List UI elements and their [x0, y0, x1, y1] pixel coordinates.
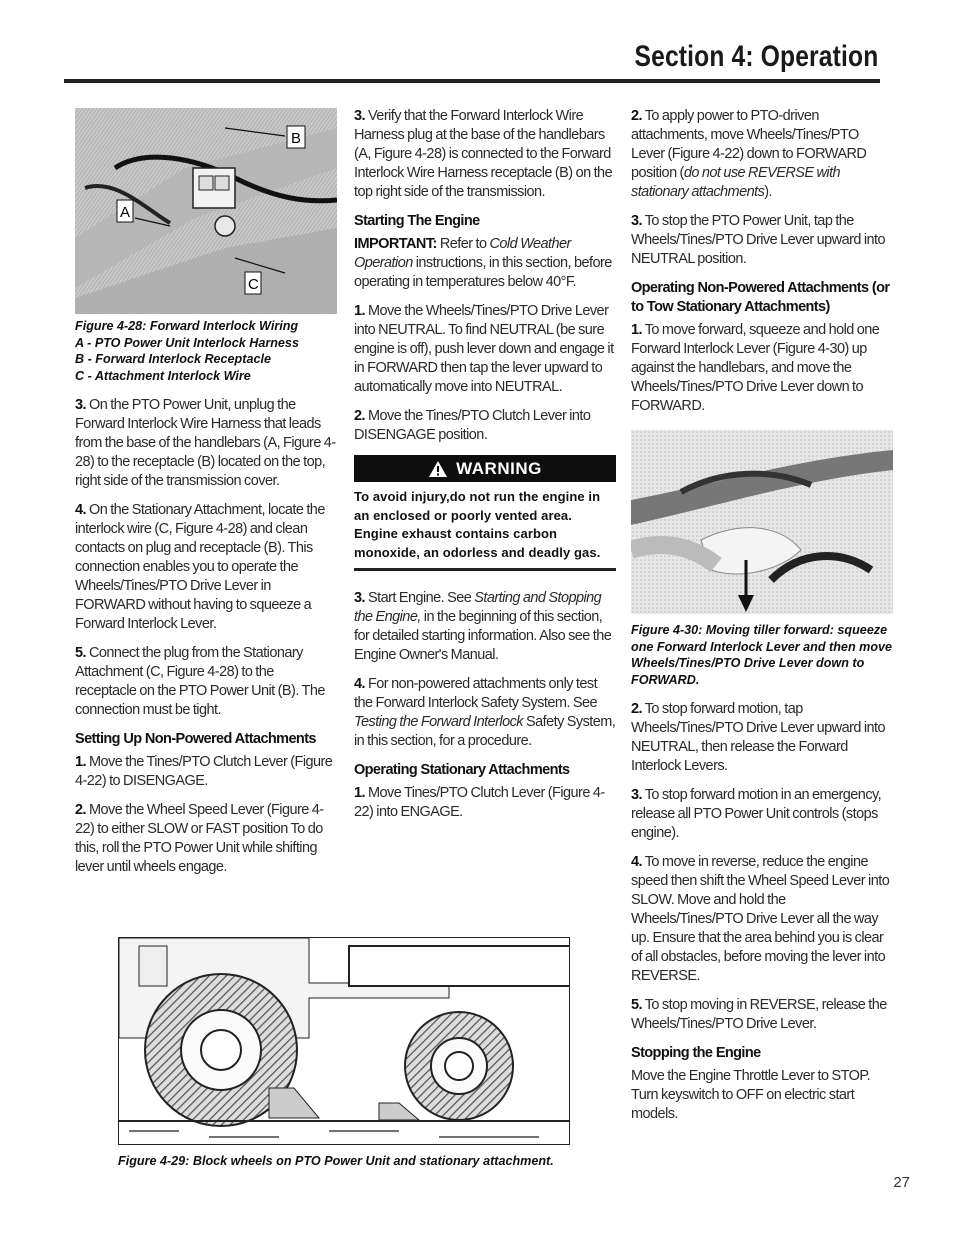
column-3: [631, 107, 893, 1134]
figure-4-30-image: [631, 430, 893, 614]
caption-line: Figure 4-28: Forward Interlock Wiring: [75, 319, 299, 333]
step-paragraph: 5. Connect the plug from the Stationary Attachment (C, Figure 4-28) to the receptacle on the PTO Power Unit (B). The connection must be tight.: [75, 645, 325, 718]
figure-4-29-image: [118, 937, 570, 1145]
step-paragraph: 4. To move in reverse, reduce the engine speed then shift the Wheel Speed Lever into SLOW. Move and hold the Wheels/Tines/PTO Drive Lever all the way up. Ensure that the area behind you is clear of all obstacles, before moving the lever into REVERSE.: [631, 854, 890, 984]
figure-label-a: A: [120, 204, 131, 221]
figure-4-28-caption: [75, 318, 337, 384]
caption-line: B - Forward Interlock Receptacle: [75, 352, 271, 366]
step-paragraph: 3. To stop the PTO Power Unit, tap the Wheels/Tines/PTO Drive Lever upward into NEUTRAL position.: [631, 213, 886, 267]
figure-4-30-caption: Figure 4-30: Moving tiller forward: squeeze one Forward Interlock Lever and then move Wheels/Tines/PTO Drive Lever down to FORWARD.: [631, 623, 893, 687]
step-paragraph: 3. Start Engine. See Starting and Stopping the Engine, in the beginning of this section, for detailed starting information. Also see the Engine Owner's Manual.: [354, 590, 612, 663]
step-paragraph: 1. Move Tines/PTO Clutch Lever (Figure 4-22) into ENGAGE.: [354, 785, 605, 820]
warning-banner: [354, 455, 616, 482]
warning-text: To avoid injury,do not run the engine in an enclosed or poorly vented area. Engine exhaust contains carbon monoxide, an odorless and deadly gas.: [354, 488, 616, 571]
step-paragraph: 2. Move the Tines/PTO Clutch Lever into DISENGAGE position.: [354, 408, 591, 443]
figure-4-29-caption: Figure 4-29: Block wheels on PTO Power Unit and stationary attachment.: [118, 1154, 554, 1168]
figure-label-b: B: [291, 130, 302, 147]
step-paragraph: 1. To move forward, squeeze and hold one Forward Interlock Lever (Figure 4-30) up against the handlebars, and move the Wheels/Tines/PTO Drive Lever down to FORWARD.: [631, 322, 880, 414]
step-paragraph: 2. To stop forward motion, tap Wheels/Tines/PTO Drive Lever upward into NEUTRAL, then release the Forward Interlock Levers.: [631, 701, 886, 774]
tiller-forward-illustration: [631, 430, 893, 614]
heading-operating-non-powered: Operating Non-Powered Attachments (or to Tow Stationary Attachments): [631, 280, 890, 315]
block-wheels-illustration: [119, 938, 570, 1145]
warning-label: WARNING: [456, 458, 542, 478]
step-paragraph: 5. To stop moving in REVERSE, release the Wheels/Tines/PTO Drive Lever.: [631, 997, 887, 1032]
step-paragraph: 2. Move the Wheel Speed Lever (Figure 4-22) to either SLOW or FAST position To do this, roll the PTO Power Unit while shifting lever until wheels engage.: [75, 802, 324, 875]
section-title: Section 4: Operation: [634, 40, 878, 73]
step-paragraph: 3. On the PTO Power Unit, unplug the Forward Interlock Wire Harness that leads from the base of the handlebars (A, Figure 4-28) to the receptacle (B) located on the top, right side of the transmission cover.: [75, 397, 336, 489]
heading-operating-stationary: Operating Stationary Attachments: [354, 762, 570, 778]
step-paragraph: 3. Verify that the Forward Interlock Wire Harness plug at the base of the handlebars (A, Figure 4-28) is connected to the Forward Interlock Wire Harness receptacle (B) on the top right side of the transmission.: [354, 108, 613, 200]
column-2: [354, 107, 616, 832]
heading-stopping-engine: Stopping the Engine: [631, 1045, 761, 1061]
step-paragraph: 4. On the Stationary Attachment, locate the interlock wire (C, Figure 4-28) and clean contacts on plug and receptacle (B). This connection enables you to operate the Wheels/Tines/PTO Drive Lever in FORWARD without having to squeeze a Forward Interlock Lever.: [75, 502, 325, 632]
important-note: IMPORTANT: Refer to Cold Weather Operation instructions, in this section, before operating in temperatures below 40°F.: [354, 236, 612, 290]
heading-starting-engine: Starting The Engine: [354, 213, 480, 229]
page-number: 27: [893, 1174, 910, 1191]
step-paragraph: 1. Move the Wheels/Tines/PTO Drive Lever into NEUTRAL. To find NEUTRAL (be sure engine is off), push lever down and engage it in FORWARD then tap the lever upward to automatically move into NEUTRAL.: [354, 303, 614, 395]
step-paragraph: 3. To stop forward motion in an emergency, release all PTO Power Unit controls (stops engine).: [631, 787, 882, 841]
step-paragraph: 4. For non-powered attachments only test the Forward Interlock Safety System. See Testing the Forward Interlock Safety System, in this section, for a procedure.: [354, 676, 616, 749]
caption-line: A - PTO Power Unit Interlock Harness: [75, 335, 299, 350]
column-1: [75, 108, 337, 887]
warning-triangle-icon: [428, 460, 448, 478]
header-rule: [64, 79, 880, 83]
figure-4-28-image: [75, 108, 337, 314]
step-paragraph: 1. Move the Tines/PTO Clutch Lever (Figure 4-22) to DISENGAGE.: [75, 754, 333, 789]
caption-line: C - Attachment Interlock Wire: [75, 368, 251, 383]
step-paragraph: 2. To apply power to PTO-driven attachments, move Wheels/Tines/PTO Lever (Figure 4-22) down to FORWARD position (do not use REVERSE with stationary attachments).: [631, 108, 867, 200]
interlock-wiring-illustration: [75, 108, 337, 314]
stopping-paragraph: Move the Engine Throttle Lever to STOP. Turn keyswitch to OFF on electric start models.: [631, 1068, 871, 1122]
figure-label-c: C: [248, 276, 259, 293]
heading-setup-non-powered: Setting Up Non-Powered Attachments: [75, 731, 316, 747]
